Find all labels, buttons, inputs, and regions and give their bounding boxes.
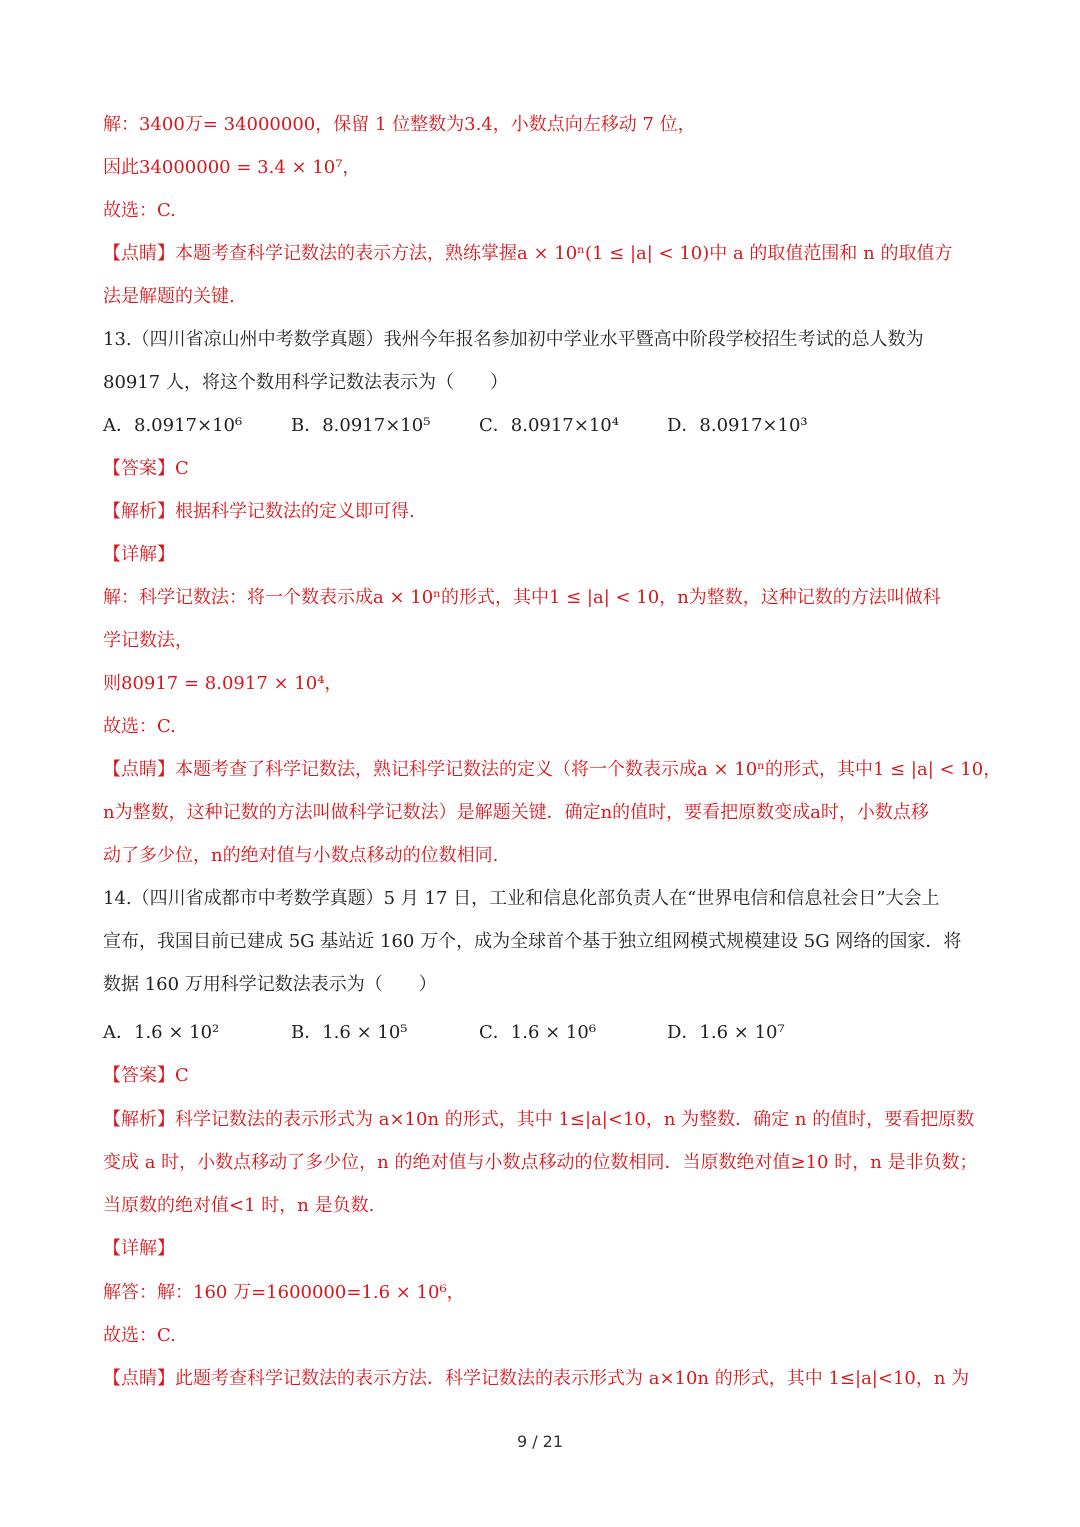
q14-option-d: D．1.6 × 10⁷	[667, 1022, 785, 1043]
q14-analysis-line-3: 当原数的绝对值<1 时，n 是负数.	[103, 1195, 375, 1216]
q13-answer: 【答案】C	[103, 458, 189, 479]
q13-option-d: D．8.0917×10³	[667, 415, 808, 436]
q14-detail-line-1: 解答：解：160 万=1600000=1.6 × 10⁶，	[103, 1282, 465, 1303]
q13-tip-line-2: n为整数，这种记数的方法叫做科学记数法）是解题关键．确定n的值时，要看把原数变成a时，小数点移	[103, 802, 929, 823]
question-13-line-1: 13.（四川省凉山州中考数学真题）我州今年报名参加初中学业水平暨高中阶段学校招生考试的总人数为	[103, 329, 924, 350]
q14-choice: 故选：C.	[103, 1325, 176, 1346]
question-14-line-3: 数据 160 万用科学记数法表示为（ ）	[103, 974, 437, 995]
page-number: 9 / 21	[516, 1432, 564, 1451]
question-13-line-2: 80917 人，将这个数用科学记数法表示为（ ）	[103, 372, 508, 393]
solution-line-1: 解：3400万= 34000000，保留 1 位整数为3.4，小数点向左移动 7 位，	[103, 114, 696, 135]
q13-tip-line-3: 动了多少位，n的绝对值与小数点移动的位数相同.	[103, 845, 499, 866]
q13-choice: 故选：C.	[103, 716, 176, 737]
q14-option-c: C．1.6 × 10⁶	[479, 1022, 597, 1043]
q13-detail-line-1: 解：科学记数法：将一个数表示成a × 10ⁿ的形式，其中1 ≤ |a| < 10，n为整数，这种记数的方法叫做科	[103, 587, 941, 608]
q13-option-b: B．8.0917×10⁵	[291, 415, 431, 436]
q13-analysis: 【解析】根据科学记数法的定义即可得.	[103, 501, 415, 522]
q14-tip-line-1: 【点睛】此题考查科学记数法的表示方法．科学记数法的表示形式为 a×10n 的形式，其中 1≤|a|<10，n 为	[103, 1368, 970, 1389]
q14-analysis-line-1: 【解析】科学记数法的表示形式为 a×10n 的形式，其中 1≤|a|<10，n 为整数．确定 n 的值时，要看把原数	[103, 1109, 975, 1130]
solution-line-2: 因此34000000 = 3.4 × 10⁷，	[103, 157, 361, 178]
question-14-line-2: 宣布，我国目前已建成 5G 基站近 160 万个，成为全球首个基于独立组网模式规模建设 5G 网络的国家．将	[103, 931, 962, 952]
q13-detail-heading: 【详解】	[103, 544, 175, 565]
tip-line-2: 法是解题的关键.	[103, 286, 235, 307]
q13-detail-line-3: 则80917 = 8.0917 × 10⁴，	[103, 673, 343, 694]
q14-option-a: A．1.6 × 10²	[103, 1022, 220, 1043]
q14-option-b: B．1.6 × 10⁵	[291, 1022, 408, 1043]
q13-option-a: A．8.0917×10⁶	[103, 415, 243, 436]
q14-detail-heading: 【详解】	[103, 1238, 175, 1259]
answer-choice-line: 故选：C.	[103, 200, 176, 221]
q14-answer: 【答案】C	[103, 1065, 189, 1086]
q14-analysis-line-2: 变成 a 时，小数点移动了多少位，n 的绝对值与小数点移动的位数相同．当原数绝对值≥10 时，n 是非负数；	[103, 1152, 978, 1173]
tip-line-1: 【点睛】本题考查科学记数法的表示方法，熟练掌握a × 10ⁿ(1 ≤ |a| < 10)中 a 的取值范围和 n 的取值方	[103, 243, 953, 264]
q13-tip-line-1: 【点睛】本题考查了科学记数法，熟记科学记数法的定义（将一个数表示成a × 10ⁿ的形式，其中1 ≤ |a| < 10，	[103, 759, 1002, 780]
q13-option-c: C．8.0917×10⁴	[479, 415, 619, 436]
question-14-line-1: 14.（四川省成都市中考数学真题）5 月 17 日，工业和信息化部负责人在“世界电信和信息社会日”大会上	[103, 888, 940, 909]
q13-detail-line-2: 学记数法，	[103, 630, 193, 651]
